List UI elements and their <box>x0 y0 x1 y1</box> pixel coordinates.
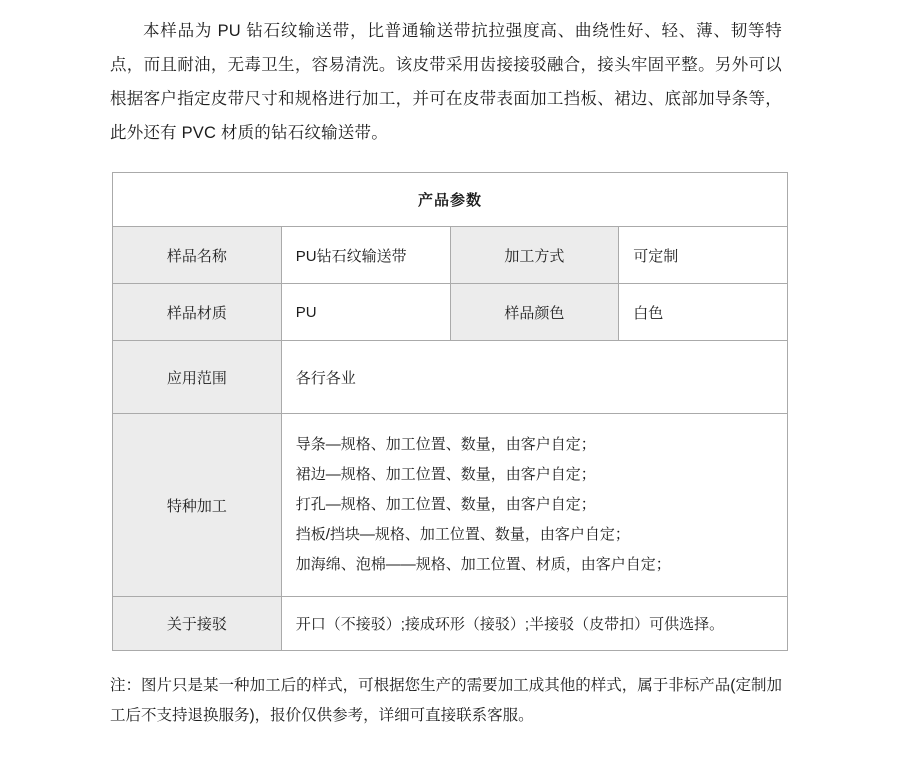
special-processing-list <box>296 426 773 584</box>
row-label-sample-name: 样品名称 <box>113 227 282 284</box>
intro-paragraph: 本样品为 PU 钻石纹输送带，比普通输送带抗拉强度高、曲绕性好、轻、薄、韧等特点，而且耐油，无毒卫生，容易清洗。该皮带采用齿接接驳融合，接头牢固平整。另外可以根据客户指定皮带尺寸和规格进行加工，并可在皮带表面加工挡板、裙边、底部加导条等，此外还有 PVC 材质的钻石纹输送带。 <box>110 22 782 142</box>
list-item: 导条—规格、加工位置、数量，由客户自定； <box>295 436 596 453</box>
list-item: 打孔—规格、加工位置、数量，由客户自定； <box>295 496 596 513</box>
table-row <box>113 414 788 597</box>
table-row <box>113 341 788 414</box>
product-params-table-wrapper <box>112 172 790 651</box>
row-label-joint: 关于接驳 <box>113 597 282 651</box>
row-value-joint: 开口（不接驳）;接成环形（接驳）;半接驳（皮带扣）可供选择。 <box>281 597 787 651</box>
row-label-special-processing: 特种加工 <box>113 414 282 597</box>
list-item: 裙边—规格、加工位置、数量，由客户自定； <box>295 466 596 483</box>
table-title: 产品参数 <box>113 173 788 227</box>
row-value-sample-name: PU钻石纹输送带 <box>281 227 450 284</box>
list-item: 挡板/挡块—规格、加工位置、数量，由客户自定； <box>295 526 630 543</box>
row-value-sample-color: 白色 <box>619 284 788 341</box>
row-label-sample-material: 样品材质 <box>113 284 282 341</box>
row-value-sample-material: PU <box>281 284 450 341</box>
row-value-application-scope: 各行各业 <box>281 341 787 414</box>
list-item: 加海绵、泡棉——规格、加工位置、材质，由客户自定； <box>295 556 671 573</box>
table-row <box>113 227 788 284</box>
footer-note: 注：图片只是某一种加工后的样式，可根据您生产的需要加工成其他的样式，属于非标产品(定制加工后不支持退换服务)，报价仅供参考，详细可直接联系客服。 <box>110 677 782 724</box>
table-row <box>113 597 788 651</box>
row-label-application-scope: 应用范围 <box>113 341 282 414</box>
product-params-table <box>112 172 788 651</box>
row-label-process-method: 加工方式 <box>450 227 619 284</box>
table-row <box>113 284 788 341</box>
table-title-row <box>113 173 788 227</box>
row-value-process-method: 可定制 <box>619 227 788 284</box>
row-label-sample-color: 样品颜色 <box>450 284 619 341</box>
row-value-special-processing <box>281 414 787 597</box>
